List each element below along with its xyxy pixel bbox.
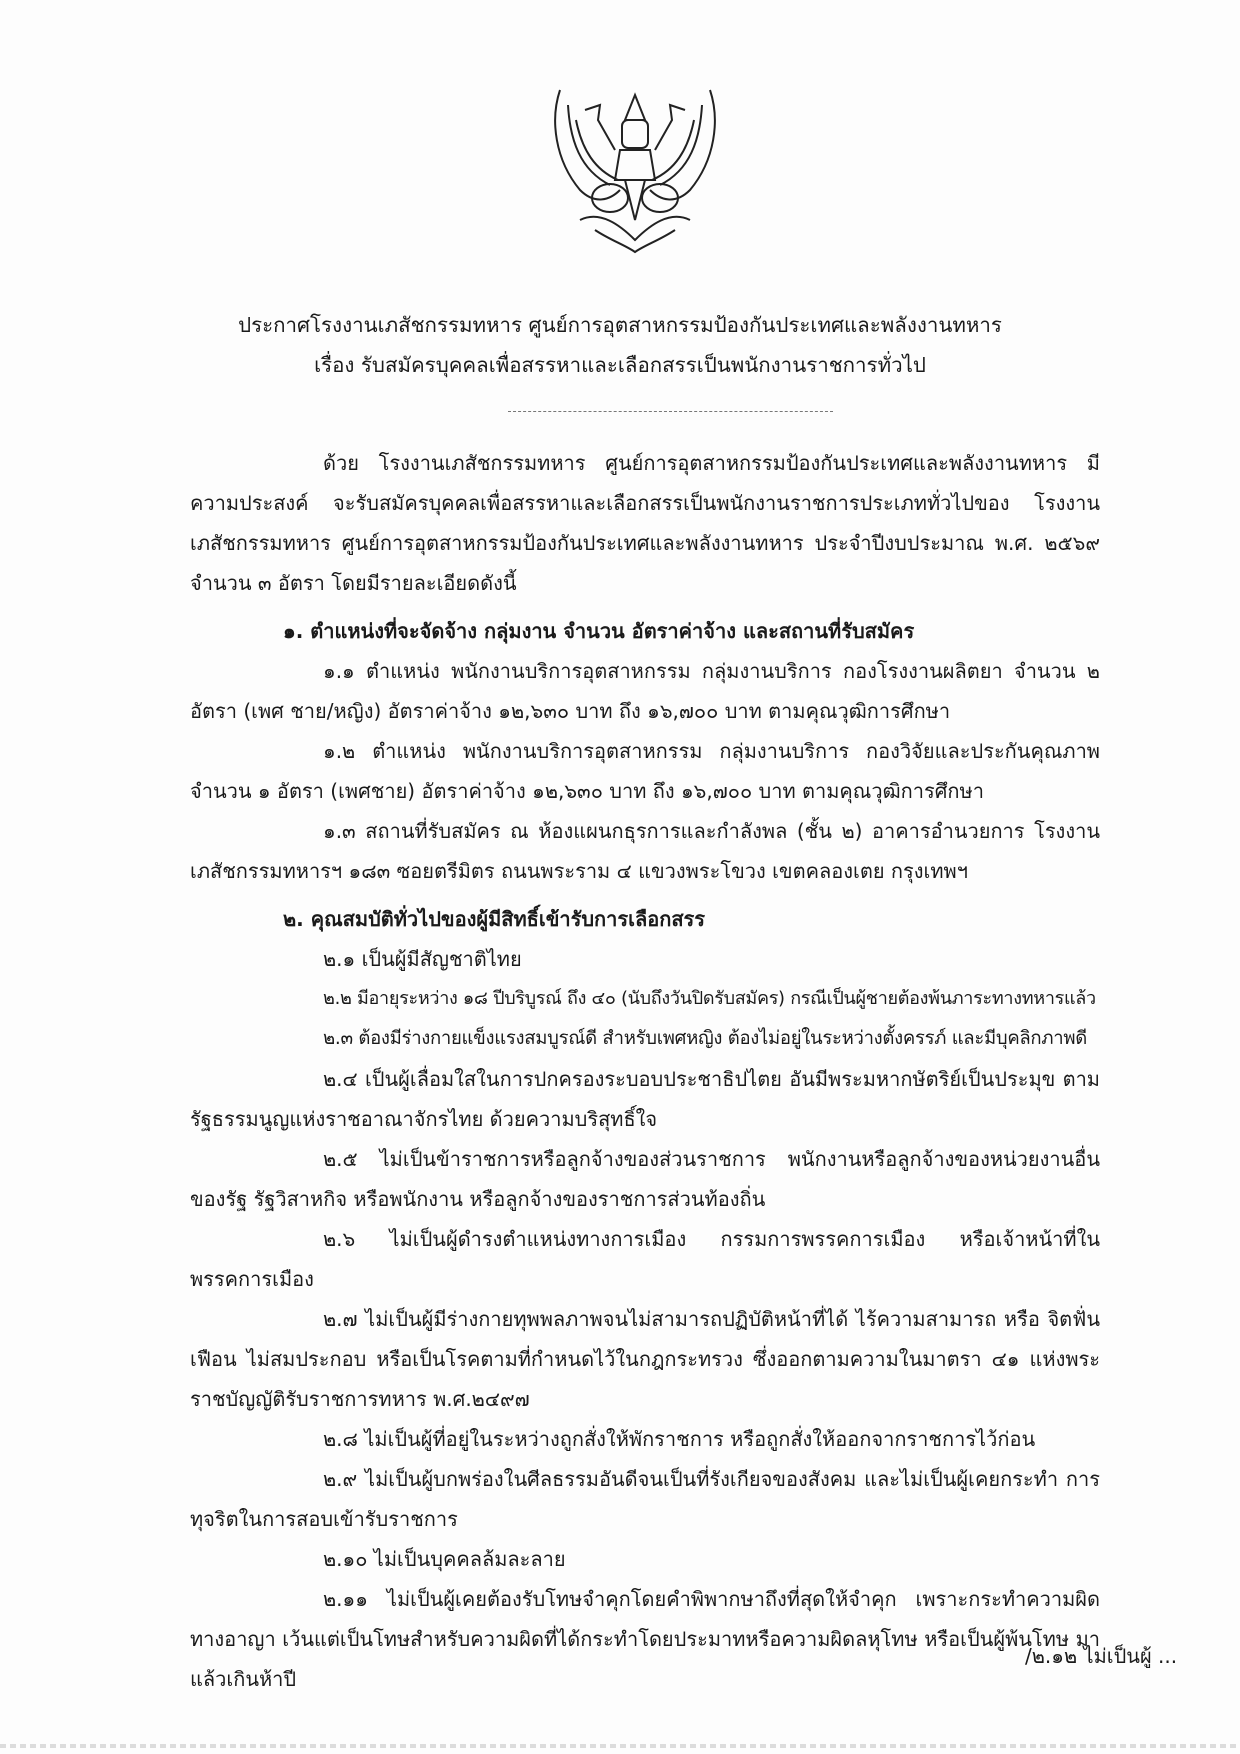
section-2-item: ๒.๑๐ ไม่เป็นบุคคลล้มละลาย (323, 1547, 566, 1571)
section-1-item: ๑.๑ ตำแหน่ง พนักงานบริการอุตสาหกรรม กลุ่มงานบริการ กองโรงงานผลิตยา จำนวน ๒ อัตรา (เพศ ชาย/หญิง) อัตราค่าจ้าง ๑๒,๖๓๐ บาท ถึง ๑๖,๗๐๐ บาท ตามคุณวุฒิการศึกษา (190, 659, 1100, 723)
section-2-item: ๒.๖ ไม่เป็นผู้ดำรงตำแหน่งทางการเมือง กรรมการพรรคการเมือง หรือเจ้าหน้าที่ในพรรคการเมือง (190, 1227, 1100, 1291)
section-2-item: ๒.๑ เป็นผู้มีสัญชาติไทย (323, 947, 522, 971)
section-2-item: ๒.๑๑ ไม่เป็นผู้เคยต้องรับโทษจำคุกโดยคำพิพากษาถึงที่สุดให้จำคุก เพราะกระทำความผิด ทางอาญา เว้นแต่เป็นโทษสำหรับความผิดที่ได้กระทำโดยประมาทหรือความผิดลหุโทษ หรือเป็นผู้พ้นโทษ มาแล้วเกินห้าปี (190, 1587, 1100, 1691)
scan-edge (0, 1744, 1240, 1748)
continuation-note: /๒.๑๒ ไม่เป็นผู้ ... (1025, 1644, 1178, 1668)
section-2-item: ๒.๓ ต้องมีร่างกายแข็งแรงสมบูรณ์ดี สำหรับเพศหญิง ต้องไม่อยู่ในระหว่างตั้งครรภ์ และมีบุคลิกภาพดี (323, 1028, 1087, 1049)
section-1-heading: ๑. ตำแหน่งที่จะจัดจ้าง กลุ่มงาน จำนวน อัตราค่าจ้าง และสถานที่รับสมัคร (283, 619, 915, 643)
section-2-item: ๒.๕ ไม่เป็นข้าราชการหรือลูกจ้างของส่วนราชการ พนักงานหรือลูกจ้างของหน่วยงานอื่นของรัฐ รัฐวิสาหกิจ หรือพนักงาน หรือลูกจ้างของราชการส่วนท้องถิ่น (190, 1147, 1100, 1211)
section-2-item: ๒.๒ มีอายุระหว่าง ๑๘ ปีบริบูรณ์ ถึง ๔๐ (นับถึงวันปิดรับสมัคร) กรณีเป็นผู้ชายต้องพ้นภาระทางทหารแล้ว (323, 988, 1096, 1009)
header-title: ประกาศโรงงานเภสัชกรรมทหาร ศูนย์การอุตสาหกรรมป้องกันประเทศและพลังงานทหาร (238, 313, 1002, 337)
section-2-heading: ๒. คุณสมบัติทั่วไปของผู้มีสิทธิ์เข้ารับการเลือกสรร (283, 907, 706, 931)
section-2-item: ๒.๙ ไม่เป็นผู้บกพร่องในศีลธรรมอันดีจนเป็นที่รังเกียจของสังคม และไม่เป็นผู้เคยกระทำ การทุจริตในการสอบเข้ารับราชการ (190, 1467, 1100, 1531)
section-1-item: ๑.๒ ตำแหน่ง พนักงานบริการอุตสาหกรรม กลุ่มงานบริการ กองวิจัยและประกันคุณภาพ จำนวน ๑ อัตรา (เพศชาย) อัตราค่าจ้าง ๑๒,๖๓๐ บาท ถึง ๑๖,๗๐๐ บาท ตามคุณวุฒิการศึกษา (190, 739, 1100, 803)
section-2-item: ๒.๘ ไม่เป็นผู้ที่อยู่ในระหว่างถูกสั่งให้พักราชการ หรือถูกสั่งให้ออกจากราชการไว้ก่อน (323, 1427, 1036, 1451)
section-2-item: ๒.๗ ไม่เป็นผู้มีร่างกายทุพพลภาพจนไม่สามารถปฏิบัติหน้าที่ได้ ไร้ความสามารถ หรือ จิตฟั่นเฟือน ไม่สมประกอบ หรือเป็นโรคตามที่กำหนดไว้ในกฎกระทรวง ซึ่งออกตามความในมาตรา ๔๑ แห่งพระราชบัญญัติรับราชการทหาร พ.ศ.๒๔๙๗ (190, 1307, 1100, 1411)
section-1-item: ๑.๓ สถานที่รับสมัคร ณ ห้องแผนกธุรการและกำลังพล (ชั้น ๒) อาคารอำนวยการ โรงงานเภสัชกรรมทหารฯ ๑๘๓ ซอยตรีมิตร ถนนพระราม ๔ แขวงพระโขวง เขตคลองเตย กรุงเทพฯ (190, 819, 1100, 883)
header-subject: เรื่อง รับสมัครบุคคลเพื่อสรรหาและเลือกสรรเป็นพนักงานราชการทั่วไป (314, 353, 926, 377)
document-body (190, 443, 1100, 1699)
garuda-emblem-icon (540, 80, 730, 255)
intro-paragraph: ด้วย โรงงานเภสัชกรรมทหาร ศูนย์การอุตสาหกรรมป้องกันประเทศและพลังงานทหาร มีความประสงค์ จะรับสมัครบุคคลเพื่อสรรหาและเลือกสรรเป็นพนักงานราชการประเภททั่วไปของ โรงงานเภสัชกรรมทหาร ศูนย์การอุตสาหกรรมป้องกันประเทศและพลังงานทหาร ประจำปีงบประมาณ พ.ศ. ๒๕๖๙ จำนวน ๓ อัตรา โดยมีรายละเอียดดังนี้ (190, 451, 1100, 595)
section-2-item: ๒.๔ เป็นผู้เลื่อมใสในการปกครองระบอบประชาธิปไตย อันมีพระมหากษัตริย์เป็นประมุข ตามรัฐธรรมนูญแห่งราชอาณาจักรไทย ด้วยความบริสุทธิ์ใจ (190, 1067, 1100, 1131)
announcement-header (0, 305, 1240, 385)
header-divider (508, 411, 833, 412)
